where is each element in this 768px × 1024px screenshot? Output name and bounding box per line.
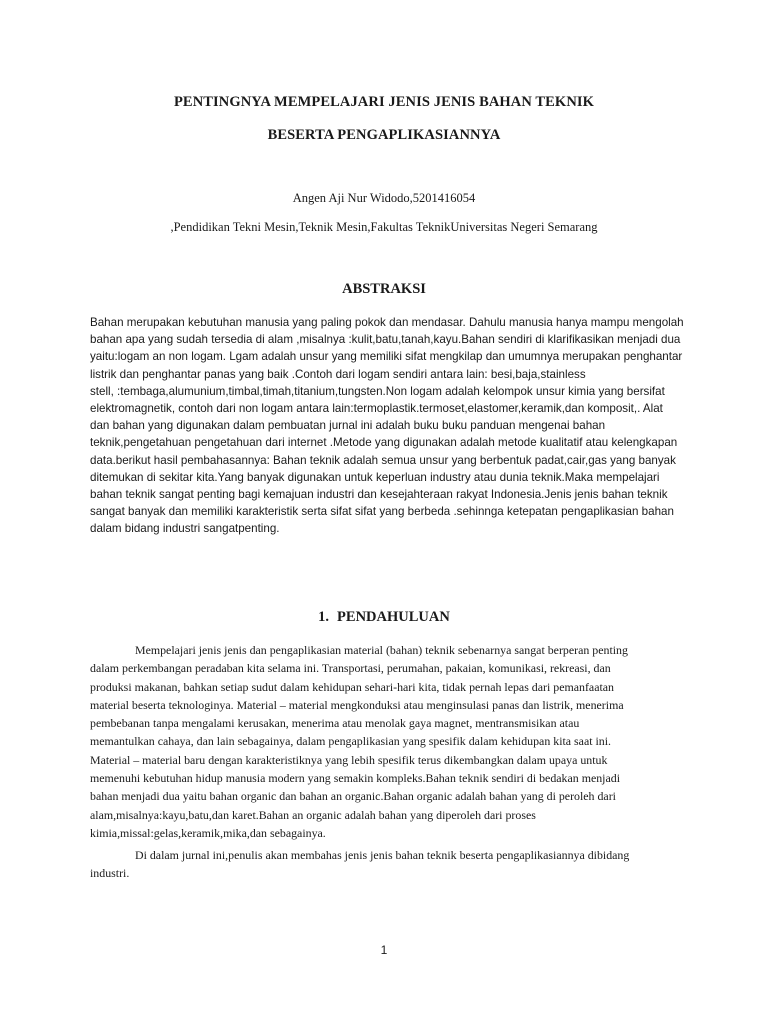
abstract-line: data.berikut hasil pembahasannya: Bahan teknik adalah semua unsur yang berbentuk padat,cair,gas yang banyak xyxy=(90,453,676,467)
paragraph-line: dalam perkembangan peradaban kita selama ini. Transportasi, perumahan, pakaian, komunikasi, rekreasi, dan xyxy=(90,661,611,676)
abstract-line: Bahan merupakan kebutuhan manusia yang paling pokok dan mendasar. Dahulu manusia hanya mampu mengolah xyxy=(90,316,684,329)
abstract-line: listrik dan penghantar panas yang baik .Contoh dari logam sendiri antara lain: besi,baja,stainless xyxy=(90,367,586,381)
paragraph-line: kimia,missal:gelas,keramik,mika,dan sebagainya. xyxy=(90,825,326,840)
paragraph-line: memantulkan cahaya, dan lain sebagainya, dalam pengaplikasian yang spesifik dalam kehidupan kita saat ini. xyxy=(90,734,612,749)
paragraph-line: Mempelajari jenis jenis dan pengaplikasian material (bahan) teknik sebenarnya sangat berperan penting xyxy=(135,643,628,657)
author-affiliation: ,Pendidikan Tekni Mesin,Teknik Mesin,Fakultas TeknikUniversitas Negeri Semarang xyxy=(170,220,598,234)
paragraph-line: industri. xyxy=(90,866,130,881)
abstract-line: yaitu:logam an non logam. Lgam adalah unsur yang memiliki sifat mengkilap dan umumnya merupakan penghantar xyxy=(90,350,683,364)
author-name: Angen Aji Nur Widodo,5201416054 xyxy=(292,191,476,205)
page-number: 1 xyxy=(380,943,388,957)
title-line-1: PENTINGNYA MEMPELAJARI JENIS JENIS BAHAN TEKNIK xyxy=(173,94,595,110)
abstract-line: sangat banyak dan memiliki karakteristik serta sifat sifat yang berbeda .sehinnga ketepatan pengaplikasian bahan xyxy=(90,505,674,519)
paragraph-line: Material – material baru dengan karakteristiknya yang lebih spesifik terus dikembangkan dalam upaya untuk xyxy=(90,752,608,767)
abstract-line: dan bahan yang digunakan dalam pembuatan jurnal ini adalah buku buku panduan mengenai bahan xyxy=(90,419,606,433)
section-heading-pendahuluan xyxy=(0,609,768,626)
abstract-line: bahan apa yang sudah tersedia di alam ,misalnya :kulit,batu,tanah,kayu.Bahan sendiri di klarifikasikan menjadi dua xyxy=(90,333,681,347)
abstract-line: dalam bidang industri sangatpenting. xyxy=(90,522,280,536)
intro-paragraph-2 xyxy=(90,846,680,883)
abstract-line: bahan teknik sangat penting bagi kemajuan industri dan kesejahteraan rakyat Indonesia.Jenis jenis bahan teknik xyxy=(90,488,668,502)
section-title: PENDAHULUAN xyxy=(337,609,450,625)
section-number: 1. xyxy=(318,609,330,625)
abstract-line: stell, :tembaga,alumunium,timbal,timah,titanium,tungsten.Non logam adalah kelompok unsur kimia yang bersifat xyxy=(90,384,665,398)
paragraph-line: memenuhi kebutuhan hidup manusia modern yang semakin kompleks.Bahan teknik sendiri di bedakan menjadi xyxy=(90,771,621,786)
paragraph-line: alam,misalnya:kayu,batu,dan karet.Bahan an organic adalah bahan yang diperoleh dari proses xyxy=(90,807,536,822)
paragraph-line: produksi makanan, bahkan setiap sudut dalam kehidupan sehari-hari kita, tidak pernah lepas dari pemanfaatan xyxy=(90,679,614,694)
abstract-body xyxy=(90,314,684,538)
intro-paragraph-1 xyxy=(90,641,680,842)
title-line-2: BESERTA PENGAPLIKASIANNYA xyxy=(267,127,501,143)
abstract-line: ditemukan di sekitar kita.Yang banyak digunakan untuk keperluan industry atau dunia teknik.Maka mempelajari xyxy=(90,470,660,484)
paragraph-line: Di dalam jurnal ini,penulis akan membahas jenis jenis bahan teknik beserta pengaplikasiannya dibidang xyxy=(135,848,630,862)
paragraph-line: bahan menjadi dua yaitu bahan organic dan bahan an organic.Bahan organic adalah bahan yang di peroleh dari xyxy=(90,789,616,804)
abstract-line: teknik,pengetahuan pengetahuan dari internet .Metode yang digunakan adalah metode kualitatif atau kelengkapan xyxy=(90,436,678,450)
abstract-line: elektromagnetik, contoh dari non logam antara lain:termoplastik.termoset,elastomer,keramik,dan komposit,. Alat xyxy=(90,402,663,416)
abstract-heading: ABSTRAKSI xyxy=(342,281,426,297)
paragraph-line: pembebanan tanpa mengalami kerusakan, menerima atau menolak gaya magnet, mentransmisikan atau xyxy=(90,716,580,731)
paragraph-line: material beserta teknologinya. Material – material mengkonduksi atau menginsulasi panas dan listrik, menerima xyxy=(90,697,624,712)
